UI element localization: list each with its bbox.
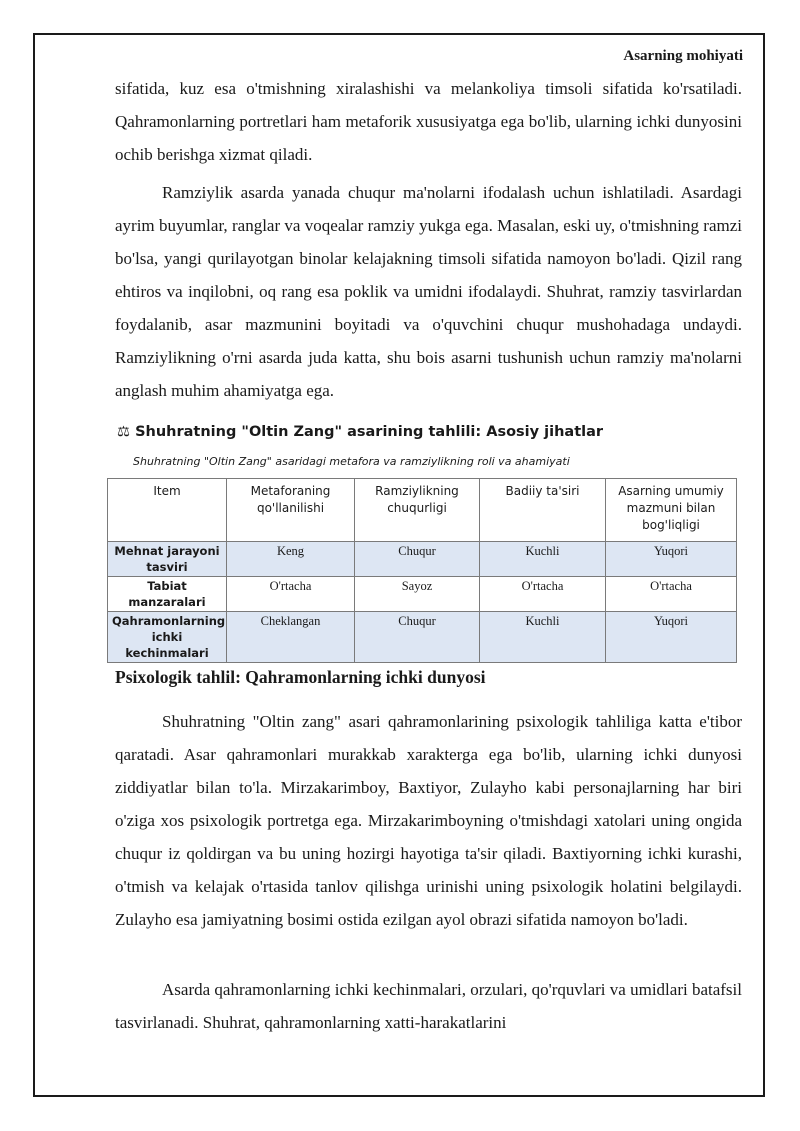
table-cell: O'rtacha — [227, 577, 355, 612]
scales-icon: ⚖ — [117, 424, 130, 440]
table-cell: Chuqur — [355, 612, 480, 663]
table-cell: Kuchli — [480, 542, 606, 577]
header-cell: Ramziylikning chuqurligi — [355, 479, 480, 542]
table-cell: O'rtacha — [606, 577, 737, 612]
paragraph-4: Asarda qahramonlarning ichki kechinmalari, orzulari, qo'rquvlari va umidlari batafsil tasvirlanadi. Shuhrat, qahramonlarning xatti-harakatlarini — [115, 980, 742, 1032]
table-cell: Chuqur — [355, 542, 480, 577]
table-cell: Kuchli — [480, 612, 606, 663]
header-cell: Asarning umumiy mazmuni bilan bog'liqligi — [606, 479, 737, 542]
header-cell: Metaforaning qo'llanilishi — [227, 479, 355, 542]
header-cell: Badiiy ta'siri — [480, 479, 606, 542]
analysis-table — [107, 478, 737, 663]
running-header: Asarning mohiyati — [623, 48, 743, 64]
table-title-text: Shuhratning "Oltin Zang" asarining tahlili: Asosiy jihatlar — [135, 424, 604, 440]
table-header-row — [108, 479, 737, 542]
table-cell: Keng — [227, 542, 355, 577]
paragraph-2: Ramziylik asarda yanada chuqur ma'nolarni ifodalash uchun ishlatiladi. Asardagi ayrim buyumlar, ranglar va voqealar ramziy yukga ega. Masalan, eski uy, o'tmishning ramzi bo'lsa, yangi qurilayotgan binolar kelajakning timsoli sifatida namoyon bo'ladi. Qizil rang ehtiros va inqilobni, oq rang esa poklik va umidni ifodalaydi. Shuhrat, ramziy tasvirlardan foydalanib, asar mazmunini boyitadi va o'quvchini chuqur mushohadaga undaydi. Ramziylikning o'rni asarda juda katta, shu bois asarni tushunish uchun ramziy ma'nolarni anglash muhim ahamiyatga ega. — [115, 183, 742, 400]
section-heading: Psixologik tahlil: Qahramonlarning ichki dunyosi — [115, 667, 486, 687]
table-cell: Yuqori — [606, 542, 737, 577]
paragraph-1: sifatida, kuz esa o'tmishning xiralashishi va melankoliya timsoli sifatida ko'rsatiladi. Qahramonlarning portretlari ham metaforik xususiyatga ega bo'lib, ularning ichki dunyosini ochib berishga xizmat qiladi. — [115, 79, 742, 164]
header-cell: Item — [108, 479, 227, 542]
paragraph-3: Shuhratning "Oltin zang" asari qahramonlarining psixologik tahliliga katta e'tibor qaratadi. Asar qahramonlari murakkab xarakterga ega bo'lib, ularning ichki dunyosi ziddiyatlar bilan to'la. Mirzakarimboy, Baxtiyor, Zulayho kabi personajlarning har biri o'ziga xos psixologik portretga ega. Mirzakarimboyning o'tmishdagi xatolari uning ongida chuqur iz qoldirgan va bu uning hozirgi hayotiga ta'sir qiladi. Baxtiyorning ichki kurashi, o'tmish va kelajak o'rtasida tanlov qilishga urinishi uning psixologik holatini belgilaydi. Zulayho esa jamiyatning bosimi ostida ezilgan ayol obrazi sifatida namoyon bo'ladi. — [115, 712, 742, 929]
table-cell: Yuqori — [606, 612, 737, 663]
table-cell: Sayoz — [355, 577, 480, 612]
row-label: Mehnat jarayoni tasviri — [108, 542, 227, 577]
table-cell: O'rtacha — [480, 577, 606, 612]
table-row — [108, 612, 737, 663]
table-cell: Cheklangan — [227, 612, 355, 663]
table-row — [108, 542, 737, 577]
row-label: Qahramonlarning ichki kechinmalari — [108, 612, 227, 663]
table-caption: Shuhratning "Oltin Zang" asaridagi metafora va ramziylikning roli va ahamiyati — [133, 455, 570, 468]
table-row — [108, 577, 737, 612]
table-title — [117, 424, 603, 440]
row-label: Tabiat manzaralari — [108, 577, 227, 612]
